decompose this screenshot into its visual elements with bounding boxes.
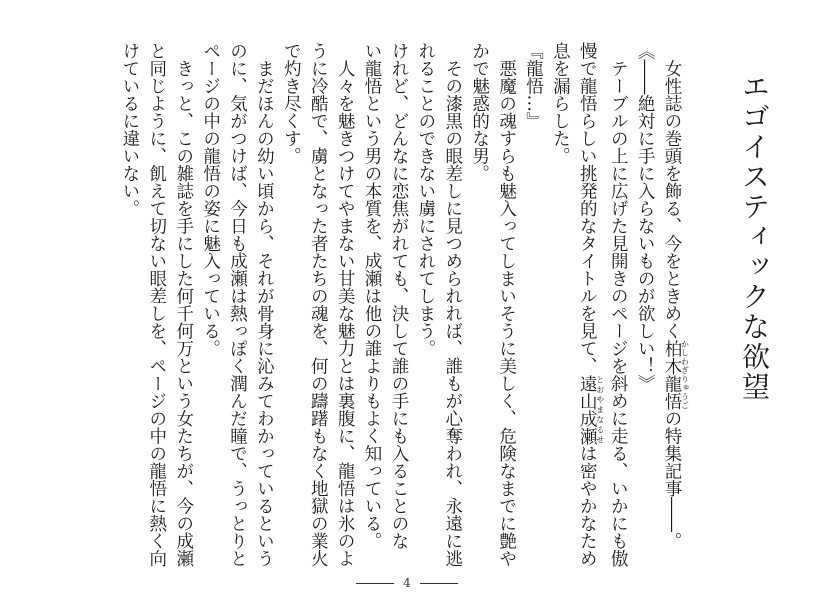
text-line <box>143 42 170 572</box>
text-line <box>658 42 689 572</box>
line-text: 『龍悟…』 <box>523 42 544 130</box>
text-line <box>631 42 658 572</box>
footer-rule-right <box>420 583 458 584</box>
text-line <box>546 42 573 572</box>
line-text: けれど、どんなに恋焦がれても、決して誰の手にも入ることのな <box>388 42 409 550</box>
body-text <box>69 42 689 572</box>
line-text: 《――絶対に手に入らないものが欲しい！》 <box>635 42 656 392</box>
text-line <box>385 42 412 572</box>
ruby-reading: とおやまなるせ <box>595 374 605 445</box>
line-text: 息を漏らした。 <box>550 42 571 165</box>
text-line <box>573 42 604 572</box>
line-text: で灼き尽くす。 <box>281 42 302 165</box>
line-text: テーブルの上に広げた見開きのページを斜めに走る、いかにも傲 <box>608 42 629 567</box>
ruby-name: 遠山成瀬とおやまなるせ <box>577 374 605 445</box>
page-number: 4 <box>403 576 411 590</box>
line-text: れることのできない虜にされてしまう。 <box>415 42 436 357</box>
text-line <box>493 42 520 572</box>
text-line <box>170 42 197 572</box>
line-text: と同じように、飢えて切ない眼差しを、ページの中の龍悟に熱く向 <box>146 42 167 567</box>
text-line <box>604 42 631 572</box>
line-text: かで魅惑的な男。 <box>469 42 490 182</box>
text-line <box>116 42 143 572</box>
footer-rule-left <box>356 583 394 584</box>
line-text: まだほんの幼い頃から、それが骨身に沁みてわかっているという <box>254 42 275 567</box>
line-text: の特集記事――。 <box>662 409 682 550</box>
text-line <box>331 42 358 572</box>
text-line <box>358 42 385 572</box>
text-line <box>412 42 439 572</box>
line-text: のに、気がつけば、今日も成瀬は熱っぽく潤んだ瞳で、うっとりと <box>227 42 248 567</box>
page-footer <box>0 576 814 590</box>
line-text: 慢で龍悟らしい挑発的なタイトルを見て、 <box>577 42 598 375</box>
text-line <box>439 42 466 572</box>
line-text: い龍悟という男の本質を、成瀬は他の誰よりもよく知っている。 <box>362 42 383 550</box>
line-text: きっと、この雑誌を手にした何千何万という女たちが、今の成瀬 <box>173 42 194 567</box>
line-text: けているに違いない。 <box>119 42 140 217</box>
ruby-reading: かしわぎりゅうご <box>680 339 690 410</box>
line-text: 女性誌の巻頭を飾る、今をときめく <box>662 42 682 340</box>
text-line <box>304 42 331 572</box>
line-text: うに冷酷で、虜となった者たちの魂を、何の躊躇もなく地獄の業火 <box>308 42 329 567</box>
line-text: は密やかなため <box>577 444 598 567</box>
text-line <box>277 42 304 572</box>
text-line <box>197 42 224 572</box>
line-text: その漆黒の眼差しに見つめられれば、誰もが心奪われ、永遠に逃 <box>442 42 463 567</box>
line-text: 悪魔の魂すらも魅入ってしまいそうに美しく、危険なまでに艶や <box>496 42 517 567</box>
ruby-name: 柏木龍悟かしわぎりゅうご <box>662 339 690 410</box>
text-line <box>466 42 493 572</box>
text-line <box>224 42 251 572</box>
text-line <box>520 42 547 572</box>
line-text: 人々を魅きつけてやまない甘美な魅力とは裏腹に、龍悟は氷のよ <box>335 42 356 567</box>
line-text: ページの中の龍悟の姿に魅入っている。 <box>200 42 221 357</box>
chapter-title: エゴイスティックな欲望 <box>738 72 771 402</box>
text-line <box>251 42 278 572</box>
